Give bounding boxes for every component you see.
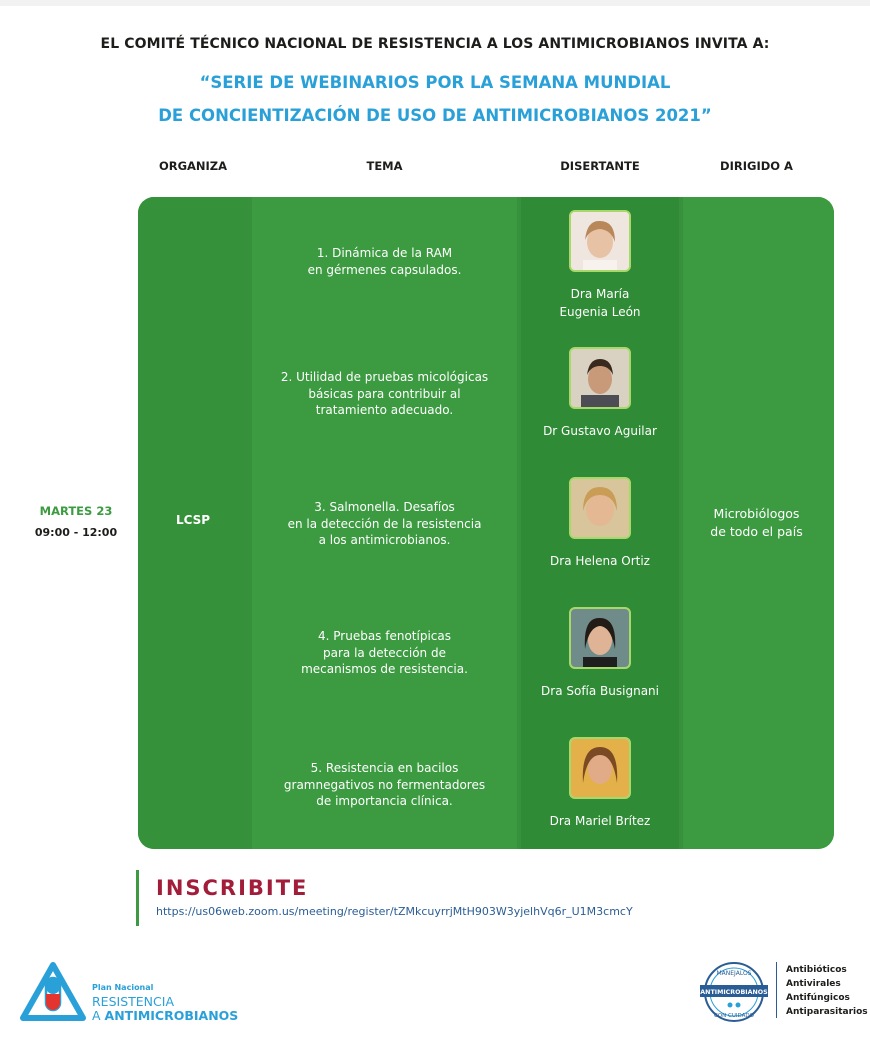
- topic-2-line: 2. Utilidad de pruebas micológicas: [280, 370, 489, 384]
- topic-5-line: de importancia clínica.: [316, 794, 453, 808]
- topic-1-line: en gérmenes capsulados.: [307, 262, 462, 277]
- plan-name-strong: ANTIMICROBIANOS: [104, 1008, 239, 1023]
- type-item: Antifúngicos: [786, 993, 850, 1003]
- column-header-disertante: DISERTANTE: [560, 159, 640, 173]
- plan-label: Plan Nacional: [92, 983, 154, 992]
- speaker-photo-5: [569, 737, 631, 799]
- speaker-4-line: Dra Sofía Busignani: [541, 684, 659, 698]
- topic-5-line: gramnegativos no fermentadores: [283, 777, 486, 792]
- program-table: [138, 197, 834, 849]
- speaker-column: [521, 197, 679, 849]
- svg-text:ANTIMICROBIANOS: ANTIMICROBIANOS: [700, 989, 768, 996]
- topic-4: [258, 628, 511, 678]
- speaker-5-line: Dra Mariel Brítez: [549, 814, 651, 828]
- speaker-name-2: [521, 422, 679, 440]
- svg-text:MANEJALOS: MANEJALOS: [716, 970, 752, 977]
- session-day: MARTES 23: [39, 504, 113, 518]
- topic-4-line: 4. Pruebas fenotípicas: [318, 629, 451, 643]
- webinar-title-line2: DE CONCIENTIZACIÓN DE USO DE ANTIMICROBIANOS 2021”: [158, 106, 712, 125]
- session-date: [28, 504, 124, 539]
- speaker-photo-3: [569, 477, 631, 539]
- antimicrobianos-badge-icon: [698, 960, 770, 1024]
- column-header-dirigido: DIRIGIDO A: [720, 159, 793, 173]
- column-divider: [517, 197, 521, 849]
- speaker-3-line: Dra Helena Ortiz: [550, 554, 650, 568]
- plan-name-prefix: A: [92, 1008, 105, 1023]
- type-item: Antiparasitarios: [786, 1007, 868, 1017]
- topic-3-line: en la detección de la resistencia: [287, 516, 482, 531]
- speaker-photo-2: [569, 347, 631, 409]
- speaker-name-1: [521, 285, 679, 321]
- audience-text: [679, 505, 834, 541]
- topic-1-line: 1. Dinámica de la RAM: [316, 246, 453, 260]
- topic-1: [258, 245, 511, 278]
- invitation-line: EL COMITÉ TÉCNICO NACIONAL DE RESISTENCIA A LOS ANTIMICROBIANOS INVITA A:: [100, 36, 770, 52]
- signup-heading: INSCRIBITE: [156, 876, 309, 900]
- topic-2-line: básicas para contribuir al: [308, 386, 461, 401]
- type-item: Antivirales: [786, 979, 841, 989]
- organizer-name: LCSP: [175, 513, 211, 527]
- capsule-logo-icon: [20, 962, 86, 1022]
- speaker-name-5: [521, 812, 679, 830]
- plan-name-line2: [92, 1008, 238, 1023]
- topic-3-line: 3. Salmonella. Desafíos: [314, 500, 455, 514]
- signup-accent-bar: [136, 870, 139, 926]
- type-item: Antibióticos: [786, 965, 847, 975]
- topic-3: [258, 499, 511, 549]
- speaker-photo-1: [569, 210, 631, 272]
- audience-line: de todo el país: [710, 524, 803, 539]
- signup-link[interactable]: https://us06web.zoom.us/meeting/register/tZMkcuyrrjMtH903W3yjelhVq6r_U1M3cmcY: [156, 905, 633, 918]
- topic-2: [258, 369, 511, 419]
- organizer-column: [138, 197, 248, 849]
- column-header-tema: TEMA: [366, 159, 403, 173]
- column-divider: [248, 197, 252, 849]
- footer-divider: [776, 962, 777, 1018]
- topic-2-line: tratamiento adecuado.: [315, 403, 454, 417]
- topic-4-line: para la detección de: [323, 645, 446, 660]
- speaker-name-3: [521, 552, 679, 570]
- topic-3-line: a los antimicrobianos.: [318, 533, 451, 547]
- topic-4-line: mecanismos de resistencia.: [301, 662, 468, 676]
- speaker-1-line: Dra María: [570, 287, 630, 301]
- topic-5-line: 5. Resistencia en bacilos: [310, 761, 459, 775]
- audience-line: Microbiólogos: [713, 506, 800, 521]
- plan-name-line1: RESISTENCIA: [92, 994, 174, 1009]
- top-border: [0, 0, 870, 6]
- audience-column: [679, 197, 834, 849]
- svg-text:CON CUIDADO: CON CUIDADO: [714, 1013, 754, 1019]
- column-divider: [679, 197, 683, 849]
- topic-5: [258, 760, 511, 810]
- webinar-title-line1: “SERIE DE WEBINARIOS POR LA SEMANA MUNDIAL: [199, 73, 671, 92]
- antimicrobial-types-list: [786, 963, 868, 1019]
- topic-column: [248, 197, 521, 849]
- column-header-organiza: ORGANIZA: [158, 159, 228, 173]
- session-time: 09:00 - 12:00: [34, 526, 118, 539]
- speaker-photo-4: [569, 607, 631, 669]
- speaker-2-line: Dr Gustavo Aguilar: [543, 424, 657, 438]
- speaker-name-4: [521, 682, 679, 700]
- speaker-1-line: Eugenia León: [559, 305, 641, 319]
